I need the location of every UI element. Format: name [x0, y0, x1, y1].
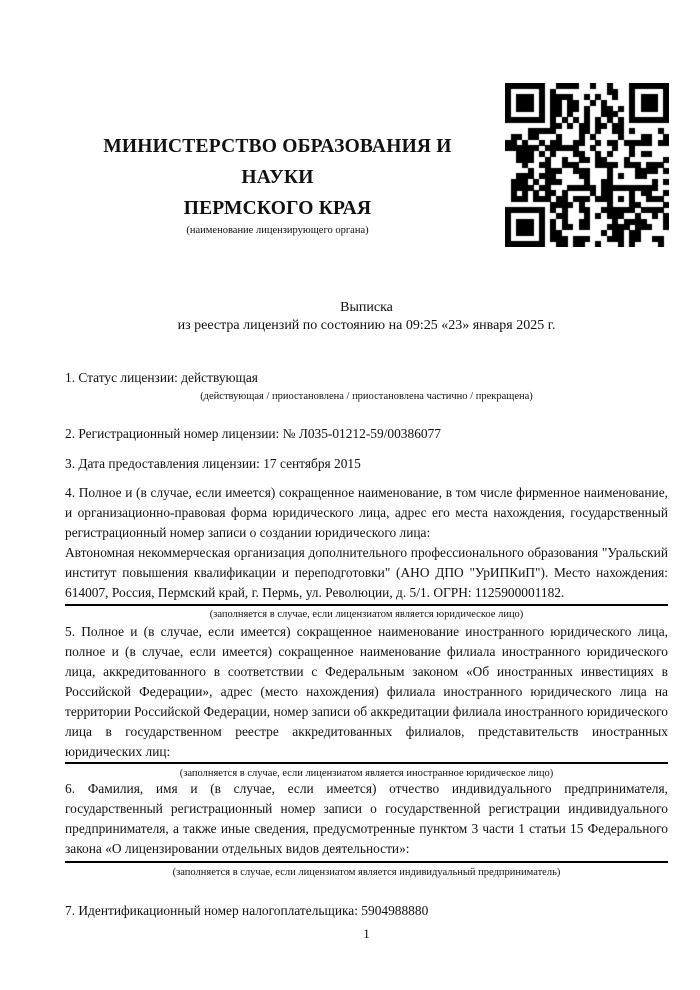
authority-name-line2: ПЕРМСКОГО КРАЯ	[183, 198, 372, 219]
license-status-caption: (действующая / приостановлена / приостановлена частично / прекращена)	[200, 391, 533, 402]
entrepreneur-caption: (заполняется в случае, если лицензиатом является индивидуальный предприниматель)	[172, 867, 561, 878]
registration-number-text: 2. Регистрационный номер лицензии: № Л035-01212-59/00386077	[65, 426, 441, 441]
item-grant-date	[65, 454, 668, 474]
item-legal-entity	[65, 483, 668, 621]
item-taxpayer-id	[65, 901, 668, 921]
foreign-entity-caption: (заполняется в случае, если лицензиатом является иностранное юридическое лицо)	[179, 768, 554, 779]
authority-name-line1: МИНИСТЕРСТВО ОБРАЗОВАНИЯ И НАУКИ	[103, 136, 452, 188]
document-title-block	[65, 299, 668, 334]
item-foreign-entity	[65, 622, 668, 780]
legal-entity-value: Автономная некоммерческая организация дополнительного профессионального образования "Уральский институт повышения квалификации и переподготовки" (АНО ДПО "УрИПКиП"). Место нахождения: 614007, Россия, Пермский край, г. Пермь, ул. Революции, д. 5/1. ОГРН: 1125900001182.	[65, 545, 668, 600]
entrepreneur-underline	[65, 861, 668, 863]
authority-header	[65, 131, 490, 237]
license-status-text: 1. Статус лицензии: действующая	[65, 370, 258, 385]
legal-entity-underline	[65, 604, 668, 606]
page-number: 1	[363, 926, 370, 941]
qr-code-canvas	[505, 83, 669, 247]
document-title: Выписка	[340, 300, 393, 315]
qr-code	[505, 83, 669, 247]
document-subtitle: из реестра лицензий по состоянию на 09:25 «23» января 2025 г.	[177, 317, 556, 333]
entrepreneur-label: 6. Фамилия, имя и (в случае, если имеется) отчество индивидуального предпринимателя, государственный регистрационный номер записи о государственной регистрации индивидуального предпринимателя, а также иные сведения, предусмотренные пунктом 3 части 1 статьи 15 Федерального закона «О лицензировании отдельных видов деятельности»:	[65, 781, 668, 856]
grant-date-text: 3. Дата предоставления лицензии: 17 сентября 2015	[65, 456, 361, 471]
legal-entity-caption: (заполняется в случае, если лицензиатом является юридическое лицо)	[209, 609, 524, 620]
taxpayer-id-text: 7. Идентификационный номер налогоплательщика: 5904988880	[65, 903, 429, 918]
item-entrepreneur	[65, 779, 668, 879]
legal-entity-label: 4. Полное и (в случае, если имеется) сокращенное наименование, в том числе фирменное наименование, и организационно-правовая форма юридического лица, адрес его места нахождения, государственный регистрационный номер записи о создании юридического лица:	[65, 485, 668, 540]
item-registration-number	[65, 424, 668, 444]
foreign-entity-underline	[65, 762, 668, 764]
authority-caption: (наименование лицензирующего органа)	[186, 225, 369, 236]
foreign-entity-label: 5. Полное и (в случае, если имеется) сокращенное наименование иностранного юридического лица, полное и (в случае, если имеется) сокращенное наименование филиала иностранного юридического лица, аккредитованного в соответствии с Федеральным законом «Об иностранных инвестициях в Российской Федерации», адрес (место нахождения) филиала иностранного юридического лица на территории Российской Федерации, номер записи об аккредитации филиала иностранного юридического лица в государственном реестре аккредитованных филиалов, представительств иностранных юридических лиц:	[65, 624, 668, 759]
item-license-status	[65, 368, 668, 403]
